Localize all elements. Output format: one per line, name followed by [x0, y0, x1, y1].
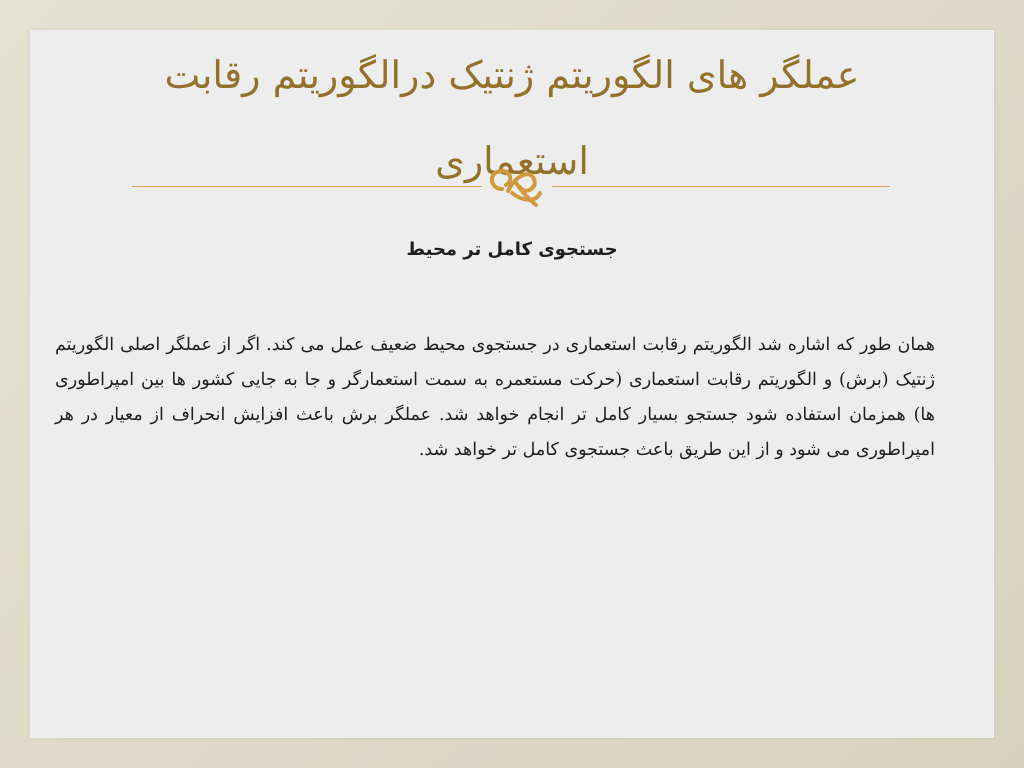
title-divider-right: [552, 186, 890, 187]
slide-title: عملگر های الگوریتم ژنتیک درالگوریتم رقابت استعماری: [164, 53, 860, 183]
slide-subtitle: جستجوی کامل تر محیط: [406, 239, 618, 260]
title-divider-left: [132, 186, 482, 187]
body-paragraph: همان طور که اشاره شد الگوریتم رقابت استعماری در جستجوی محیط ضعیف عمل می کند. اگر از عملگر اصلی الگوریتم ژنتیک (برش) و الگوریتم رقابت استعماری (حرکت مستعمره به سمت استعمارگر و جا به جایی کشور ها بین امپراطوری ها) همزمان استفاده شود جستجو بسیار کامل تر انجام خواهد شد. عملگر برش باعث افزایش انحراف از معیار در هر امپراطوری می شود و از این طریق باعث جستجوی کامل تر خواهد شد.: [55, 335, 935, 460]
decorative-swirl-icon: [482, 163, 552, 209]
